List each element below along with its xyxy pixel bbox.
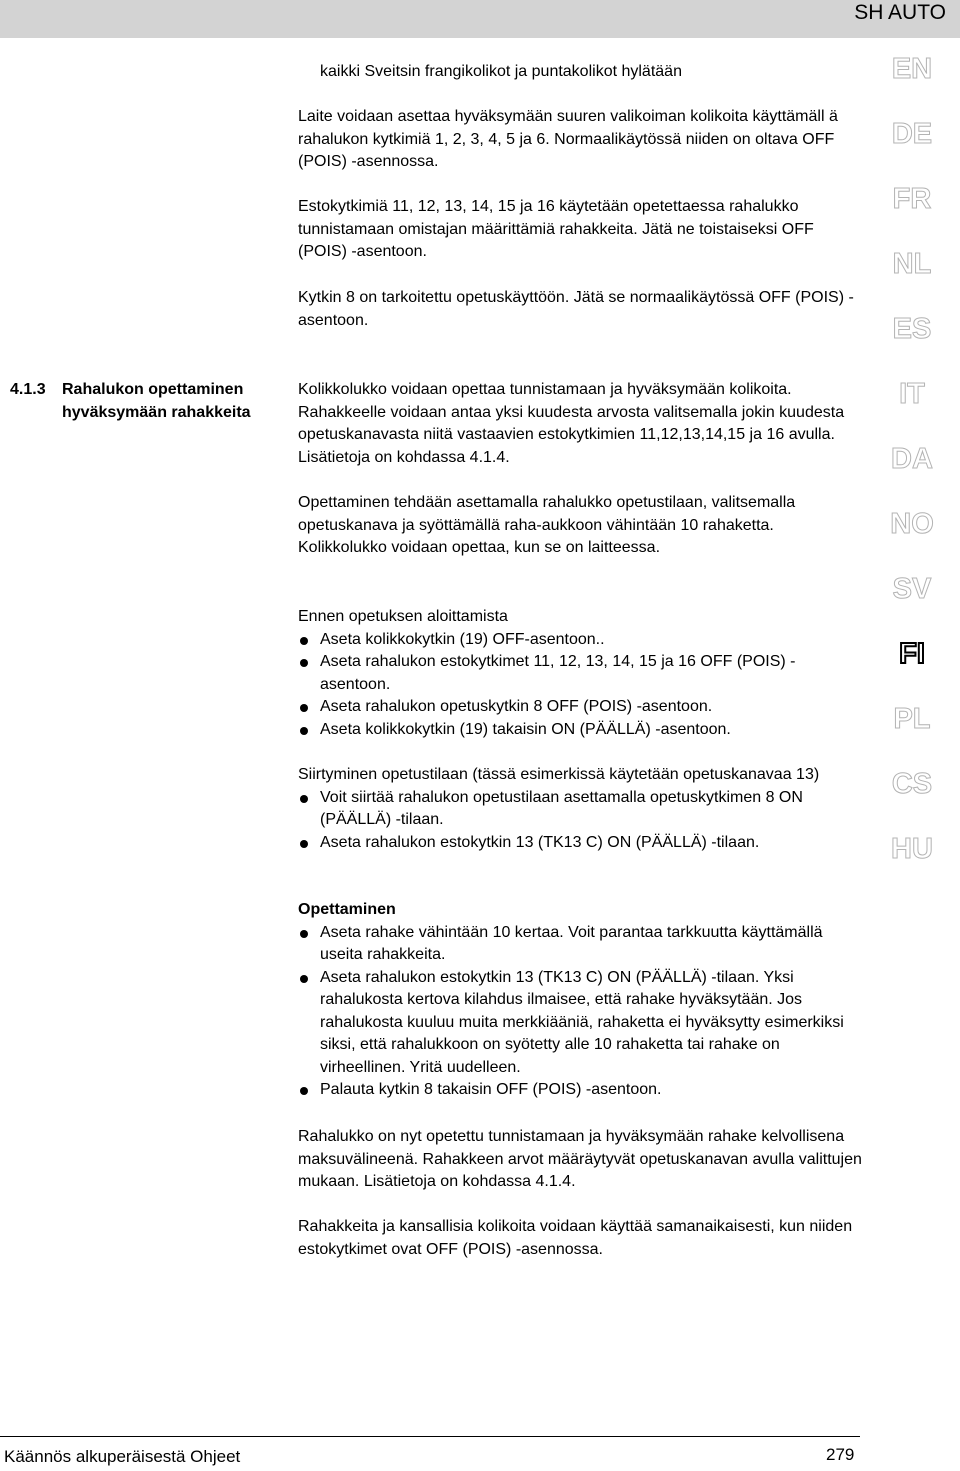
transition-list — [298, 787, 863, 855]
language-tab-cs: CS — [891, 768, 933, 800]
language-tab-de: DE — [891, 118, 933, 150]
before-teaching-block — [298, 606, 863, 741]
language-tab-en: EN — [891, 53, 933, 85]
list-item: Aseta rahalukon estokytkimet 11, 12, 13, 14, 15 ja 16 OFF (POIS) -asentoon. — [298, 651, 863, 696]
footer-note: Käännös alkuperäisestä Ohjeet — [4, 1447, 241, 1466]
intro-line — [298, 61, 863, 84]
footer-rule — [0, 1436, 860, 1437]
language-tab-fr: FR — [892, 183, 932, 215]
teaching-block — [298, 899, 863, 1102]
list-item: Aseta rahalukon estokytkin 13 (TK13 C) ON (PÄÄLLÄ) -tilaan. — [298, 832, 863, 855]
language-tab-sv: SV — [892, 573, 932, 605]
language-tab-fi: FI — [899, 638, 925, 670]
section-paragraph-3 — [298, 1126, 863, 1194]
page-number: 279 — [826, 1445, 855, 1464]
list-item: Aseta kolikkokytkin (19) takaisin ON (PÄÄLLÄ) -asentoon. — [298, 719, 863, 742]
before-heading: Ennen opetuksen aloittamista — [298, 608, 508, 625]
header-bar — [0, 0, 960, 38]
section-paragraph-4-text: Rahakkeita ja kansallisia kolikoita voidaan käyttää samanaikaisesti, kun niiden estokytkimet ovat OFF (POIS) -asennossa. — [298, 1218, 853, 1258]
list-item: Aseta rahake vähintään 10 kertaa. Voit parantaa tarkkuutta käyttämällä useita rahakkeita. — [298, 922, 863, 967]
header-title: SH AUTO — [854, 1, 946, 24]
teaching-heading: Opettaminen — [298, 901, 396, 918]
section-paragraph-1-text: Kolikkolukko voidaan opettaa tunnistamaan ja hyväksymään kolikoita. Rahakkeelle voidaan antaa yksi kuudesta arvosta valitsemalla jokin kuudesta opetuskanavasta niitä vastaavien estokytkimien 11,12,13,14,15 ja 16 avulla. Lisätietoja on kohdassa 4.1.4. — [298, 381, 845, 466]
list-item: Aseta rahalukon opetuskytkin 8 OFF (POIS) -asentoon. — [298, 696, 863, 719]
section-paragraph-2b-text: Kolikkolukko voidaan opettaa, kun se on laitteessa. — [298, 539, 661, 556]
language-tab-da: DA — [891, 443, 933, 475]
list-item: Voit siirtää rahalukon opetustilaan asettamalla opetuskytkimen 8 ON (PÄÄLLÄ) -tilaan. — [298, 787, 863, 832]
language-tab-nl: NL — [892, 248, 932, 280]
before-list — [298, 629, 863, 742]
transition-block — [298, 764, 863, 854]
language-tab-it: IT — [899, 378, 925, 410]
teaching-list — [298, 922, 863, 1102]
intro-paragraph-3 — [298, 287, 863, 332]
section-paragraph-3-text: Rahalukko on nyt opetettu tunnistamaan ja hyväksymään rahake kelvollisena maksuvälineenä. Rahakkeen arvot määräytyvät opetuskanavan avulla valittujen mukaan. Lisätietoja on kohdassa 4.1.4. — [298, 1128, 862, 1190]
section-paragraph-1 — [298, 379, 863, 469]
section-paragraph-2a-text: Opettaminen tehdään asettamalla rahalukko opetustilaan, valitsemalla opetuskanava ja syöttämällä raha-aukkoon vähintään 10 rahaketta. — [298, 494, 796, 534]
intro-paragraph-3-text: Kytkin 8 on tarkoitettu opetuskäyttöön. Jätä se normaalikäytössä OFF (POIS) -asentoon. — [298, 289, 854, 329]
intro-line-text: kaikki Sveitsin frangikolikot ja puntakolikot hylätään — [320, 63, 682, 80]
section-title: Rahalukon opettaminen hyväksymään rahakkeita — [62, 381, 251, 421]
intro-paragraph-2 — [298, 196, 863, 264]
section-number: 4.1.3 — [10, 381, 46, 398]
language-tab-hu: HU — [891, 833, 933, 865]
intro-paragraph-1 — [298, 106, 863, 174]
list-item: Aseta rahalukon estokytkin 13 (TK13 C) ON (PÄÄLLÄ) -tilaan. Yksi rahalukosta kertova kilahdus ilmaisee, että rahake hyväksytään. Jos rahalukosta kuuluu muita merkkiääniä, rahaketta ei hyväksytty esimerkiksi siksi, että rahalukkoon on syötetty alle 10 rahaketta tai rahake on virheellinen. Yritä uudelleen. — [298, 967, 863, 1080]
language-tab-es: ES — [892, 313, 932, 345]
language-tab-no: NO — [890, 508, 934, 540]
section-paragraph-4 — [298, 1216, 863, 1261]
intro-paragraph-2-text: Estokytkimiä 11, 12, 13, 14, 15 ja 16 käytetään opetettaessa rahalukko tunnistamaan omistajan määrittämiä rahakkeita. Jätä ne toistaiseksi OFF (POIS) -asentoon. — [298, 198, 814, 260]
section-paragraph-2 — [298, 492, 863, 560]
list-item: Aseta kolikkokytkin (19) OFF-asentoon.. — [298, 629, 863, 652]
list-item: Palauta kytkin 8 takaisin OFF (POIS) -asentoon. — [298, 1079, 863, 1102]
language-tab-pl: PL — [893, 703, 931, 735]
intro-paragraph-1-text: Laite voidaan asettaa hyväksymään suuren valikoiman kolikoita käyttämäll ä rahalukon kytkimiä 1, 2, 3, 4, 5 ja 6. Normaalikäytössä niiden on oltava OFF (POIS) -asennossa. — [298, 108, 838, 170]
transition-heading: Siirtyminen opetustilaan (tässä esimerkissä käytetään opetuskanavaa 13) — [298, 766, 820, 783]
